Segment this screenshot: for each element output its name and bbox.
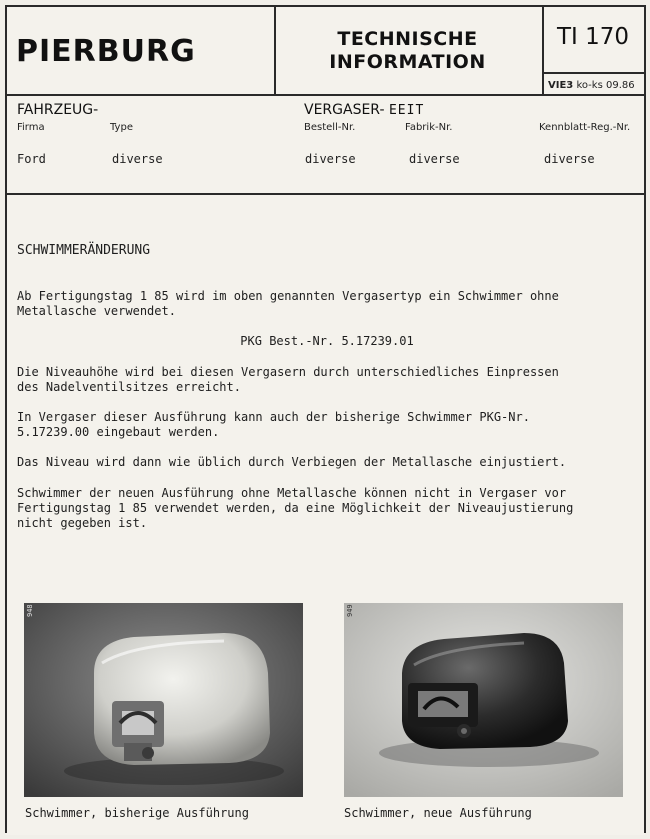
type-label: Type <box>110 122 133 133</box>
factory-number-label: Fabrik-Nr. <box>405 122 453 133</box>
info-divider <box>5 193 645 195</box>
photo-old-float <box>24 603 303 797</box>
sheet-number-value: diverse <box>544 152 595 166</box>
factory-number-value: diverse <box>409 152 460 166</box>
frame-top <box>5 5 645 7</box>
title-line-1: TECHNISCHE <box>337 28 478 50</box>
paragraph-3: In Vergaser dieser Ausführung kann auch der bisherige Schwimmer PKG-Nr. 5.17239.00 eingebaut werden. <box>17 410 530 439</box>
pkg-order-number: PKG Best.-Nr. 5.17239.01 <box>240 334 414 348</box>
pierburg-logo: PIERBURG <box>16 34 196 69</box>
ti-number: TI 170 <box>556 24 630 50</box>
header-divider <box>5 94 645 96</box>
carburetor-label <box>304 102 424 118</box>
title-line-2: INFORMATION <box>329 51 486 73</box>
type-value: diverse <box>112 152 163 166</box>
carburetor-label-text: VERGASER- <box>304 102 385 118</box>
paragraph-2: Die Niveauhöhe wird bei diesen Vergasern durch unterschiedliches Einpressen des Nadelventilsitzes erreicht. <box>17 365 559 394</box>
code-suffix: ko-ks 09.86 <box>576 80 635 91</box>
company-label: Firma <box>17 122 45 133</box>
photo-new-tag: 949 <box>346 604 354 617</box>
order-number-label: Bestell-Nr. <box>304 122 356 133</box>
ti-box-divider <box>543 72 645 74</box>
code-prefix: VIE3 <box>548 80 574 91</box>
paragraph-1: Ab Fertigungstag 1 85 wird im oben genannten Vergasertyp ein Schwimmer ohne Metallasche verwendet. <box>17 289 559 318</box>
sheet-number-label: Kennblatt-Reg.-Nr. <box>539 122 631 133</box>
caption-old-float: Schwimmer, bisherige Ausführung <box>25 806 249 820</box>
order-number-value: diverse <box>305 152 356 166</box>
vehicle-label: FAHRZEUG- <box>17 102 99 118</box>
document-code <box>548 80 635 91</box>
header-col-divider-2 <box>542 5 544 95</box>
section-heading: SCHWIMMERÄNDERUNG <box>17 243 151 258</box>
photo-new-float <box>344 603 623 797</box>
frame-left <box>5 5 7 833</box>
paragraph-5: Schwimmer der neuen Ausführung ohne Metallasche können nicht in Vergaser vor Fertigungstag 1 85 verwendet werden, da eine Möglichkeit der Niveaujustierung nicht gegeben ist. <box>17 486 574 530</box>
carburetor-label-extra: EEIT <box>388 103 425 118</box>
company-value: Ford <box>17 152 46 166</box>
document-title <box>275 28 540 74</box>
photo-old-tag: 948 <box>26 604 34 617</box>
paragraph-4: Das Niveau wird dann wie üblich durch Verbiegen der Metallasche einjustiert. <box>17 455 567 469</box>
caption-new-float: Schwimmer, neue Ausführung <box>344 806 532 820</box>
frame-right <box>644 5 646 833</box>
